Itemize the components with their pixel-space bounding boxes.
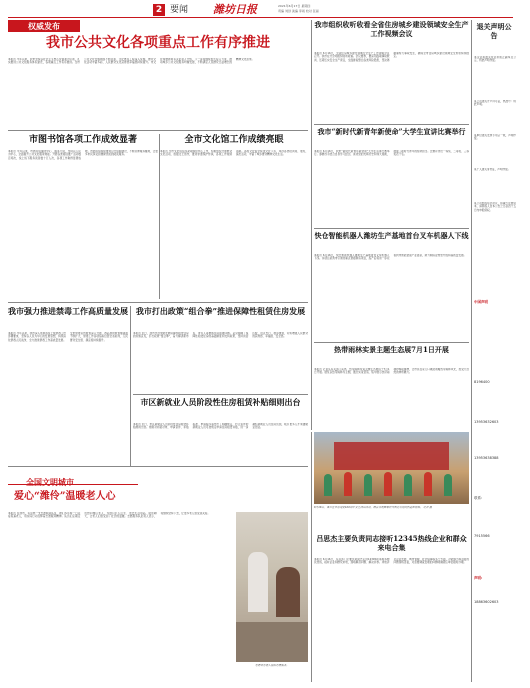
phone-5: 18863602603 — [474, 600, 499, 604]
section-name: 要闻 — [170, 5, 189, 15]
notice-item: 某单位遗失发票专用章一枚，声明作废。 — [474, 134, 516, 141]
feature-banner-label: 全国文明城市 — [26, 477, 74, 487]
contact-label: 联系: — [474, 496, 483, 500]
article-11-body: 本报讯 6月16日，有关部门主要负责同志走进12345政务服务便民热线，接听企业和群众来电，现场解答问题、解决诉求。来电涉及企业发展、城市管理、社会保障等多个方面，对能够当场答复的问题现场答复，对需要调查处理的问题明确责任单位限时办理。 — [314, 558, 469, 565]
article-5-title — [314, 127, 469, 136]
article-1-body: 本报讯 今年以来，我市坚持以社会主义核心价值观为引领，扎实推进公共文化服务体系建设，各项重点工作有序推进。全市公共文化设施网络不断完善，文化惠民工程深入实施，群众文化活动丰富多彩，人民群众文化获得感幸福感持续提升。市文化和旅游局有关负责人介绍，下一步将继续加大投入力度，推动城乡公共文化服务均衡发展，不断满足人民群众日益增长的精神文化需求。 — [8, 58, 255, 65]
feature-banner — [8, 470, 138, 485]
article-9-title — [133, 306, 308, 317]
phone-3: 13953638388 — [474, 456, 499, 460]
side-label-1: 中国声明 — [474, 300, 488, 304]
editor-info: 责编 刘剑 美编 李雨 校对 张丽 — [278, 9, 319, 13]
article-2-title: 市图书馆各项工作成效显著 — [28, 135, 137, 145]
phone-4: 7915566 — [474, 534, 490, 538]
article-3-title: 全市文化馆工作成绩亮眼 — [184, 135, 284, 145]
performer-figure — [444, 474, 452, 496]
person-figure — [276, 567, 300, 617]
performer-figure — [344, 472, 352, 496]
feature-title: 爱心“潍伶”温暖老人心 — [14, 491, 116, 502]
article-2-body: 本报讯 今年以来，市图书馆围绕中心、服务大局，坚持以人民为中心，全面提升公共文化服务效能。开展各类阅读推广活动数百场次，线上线下服务读者数十万人次，各项工作取得显著成效。市图书馆持续推进总分馆制建设，不断延伸服务触角，让更多市民享受到便捷优质的阅读服务。 — [8, 150, 158, 160]
phone-2: 13953632603 — [474, 420, 499, 424]
banner-label: 权威发布 — [28, 21, 60, 31]
stage-banner — [334, 442, 449, 470]
masthead — [8, 4, 513, 16]
notice-item: 本企业拟遗失营业执照正副本及公章，特此声明作废。 — [474, 56, 516, 63]
article-8-body: 本报讯 今年以来，我市深入贯彻落实上级禁毒工作部署要求，坚持以人民为中心的发展思想，持续深化禁毒人民战争，全力推进禁毒工作高质量发展。全市禁毒宣传教育深入开展，毒品预防教育覆盖面不断扩大，禁毒工作各项指标位居全省前列，人民群众安全感、满意度持续提升。 — [8, 332, 128, 342]
article-4-body: 本报讯 6月16日，全省住房城乡建设领域安全生产工作视频会议召开。我市在分会场组织收听收看。会议要求，要深刻汲取事故教训，压紧压实安全生产责任，全面排查整治各类风险隐患，坚决遏制重特大事故发生，确保全市住房城乡建设领域安全形势持续稳定。 — [314, 52, 469, 62]
article-3-body: 本报讯 全市文化馆系统紧紧围绕中心工作，积极组织开展群众文化活动，加强文艺创作，推进非遗保护传承，各项工作成绩亮眼。各级文化馆坚持送文化下乡，举办各类培训班、展览、演出活动，丰富了城乡群众精神文化生活。 — [160, 150, 308, 157]
person-figure — [248, 552, 268, 612]
performer-figure — [324, 474, 332, 496]
performer-figure — [404, 474, 412, 496]
article-9-title-text: 我市打出政策“组合拳”推进保障性租赁住房发展 — [135, 306, 306, 316]
notices-list — [474, 56, 516, 252]
article-8-title-text: 我市强力推进禁毒工作高质量发展 — [8, 306, 128, 316]
article-6-title — [314, 231, 469, 240]
article-7-title — [314, 345, 469, 354]
notice-item: 某公司遗失开户许可证，核准号：特此声明。 — [474, 100, 516, 107]
article-6-body: 本报讯 6月16日，快仓智能机器人潍坊生产基地首台叉车机器人下线。该项目是我市引进的重点智能制造项目，投产后将进一步完善我市智能装备产业链条，助力制造业转型升级和高质量发展。 — [314, 254, 467, 261]
feature-body: 本报讯 在我市，有这样一支志愿服务队伍，她们多年如一日关爱孤寡老人，用实际行动诠释着志愿服务精神。队员们定期走访慰问辖区老人，为他们打扫卫生、送去生活用品、陪伴聊天，让老人们感受到了社会的温暖。志愿服务队负责人表示，将继续坚持下去，让更多老人感受到关爱。 — [8, 512, 210, 519]
article-4-title-text: 我市组织收听收看全省住房城乡建设领域安全生产工作视频会议 — [314, 20, 469, 38]
article-6-title-text: 快仓智能机器人潍坊生产基地首台叉车机器人下线 — [314, 231, 469, 240]
article-7-body: 本报讯 记者从有关部门获悉，热带雨林实景主题生态展将于7月1日开展。展览以热带雨林为主题，通过实景营造，集中展示热带雨林珍稀动植物，让市民在家门口就能领略热带雨林风光，感受大自然的神奇魅力。 — [314, 368, 469, 375]
photo-caption: 6月16日，某社区举办建党100周年文艺演出活动，群众以歌舞等形式表达对党的热爱和祝福。 记者 摄 — [314, 506, 432, 509]
feature-photo — [236, 512, 308, 662]
article-5-title-text: 我市“新时代新青年新使命”大学生宣讲比赛举行 — [317, 127, 466, 136]
notice-item: 某公司经股东会决议，拟减少注册资本，请债权人自本公告之日起四十五日内申报债权。 — [474, 202, 516, 212]
brand-logo: 潍坊日报 — [213, 3, 257, 16]
floor — [236, 622, 308, 662]
phone-1: 8196400 — [474, 380, 490, 384]
article-4-title — [314, 20, 469, 38]
article-10-title — [133, 397, 308, 408]
article-10-body: 本报讯 近日，市区新就业人员阶段性住房租赁补贴细则出台。细则对补贴对象、申请条件、补贴标准、申请程序等作出了明确规定，符合条件的新就业人员可按规定申请住房租赁补贴，进一步减轻新就业人员住房负担，吸引更多人才来潍就业创业。 — [133, 423, 308, 430]
article-8-title — [8, 306, 128, 317]
side-label-2: 声明: — [474, 576, 483, 580]
issue-date: 2021年6月17日 星期四 — [278, 4, 311, 8]
article-1-title: 我市公共文化各项重点工作有序推进 — [46, 35, 270, 51]
section-banner — [8, 20, 80, 32]
article-5-body: 本报讯 6月16日，我市“新时代新青年新使命”大学生宣讲比赛举行。参赛选手结合自身学习经历，讲述党的光辉历史和伟大成就，展现了新时代青年的使命担当。比赛评选出一等奖、二等奖、三等奖若干名。 — [314, 150, 469, 157]
right-column-title: 退关声明公告 — [476, 22, 512, 40]
page-number: 2 — [153, 4, 165, 16]
performer-figure — [364, 474, 372, 496]
event-photo — [314, 432, 469, 504]
article-11-title — [314, 534, 469, 552]
notice-item: 某个人遗失身份证，声明作废。 — [474, 168, 511, 171]
performer-figure — [384, 472, 392, 496]
performer-figure — [424, 472, 432, 496]
article-9-body: 本报讯 近日，我市出台加快发展保障性租赁住房的实施意见，打出政策“组合拳”，着力解决新市民、青年人等群体住房困难问题。意见明确了保障性租赁住房的基础制度和支持政策，坚持供需匹配、试点先行、稳步推进，切实增强人民群众的获得感、幸福感、安全感。 — [133, 332, 308, 339]
article-10-title-text: 市区新就业人员阶段性住房租赁补贴细则出台 — [140, 397, 301, 407]
article-11-title-text: 吕思杰主要负责同志接听12345热线企业和群众来电合集 — [316, 534, 467, 552]
article-7-title-text: 热带雨林实景主题生态展7月1日开展 — [334, 345, 449, 354]
feature-photo-caption: 志愿者为老人提供志愿服务。 — [255, 664, 289, 667]
